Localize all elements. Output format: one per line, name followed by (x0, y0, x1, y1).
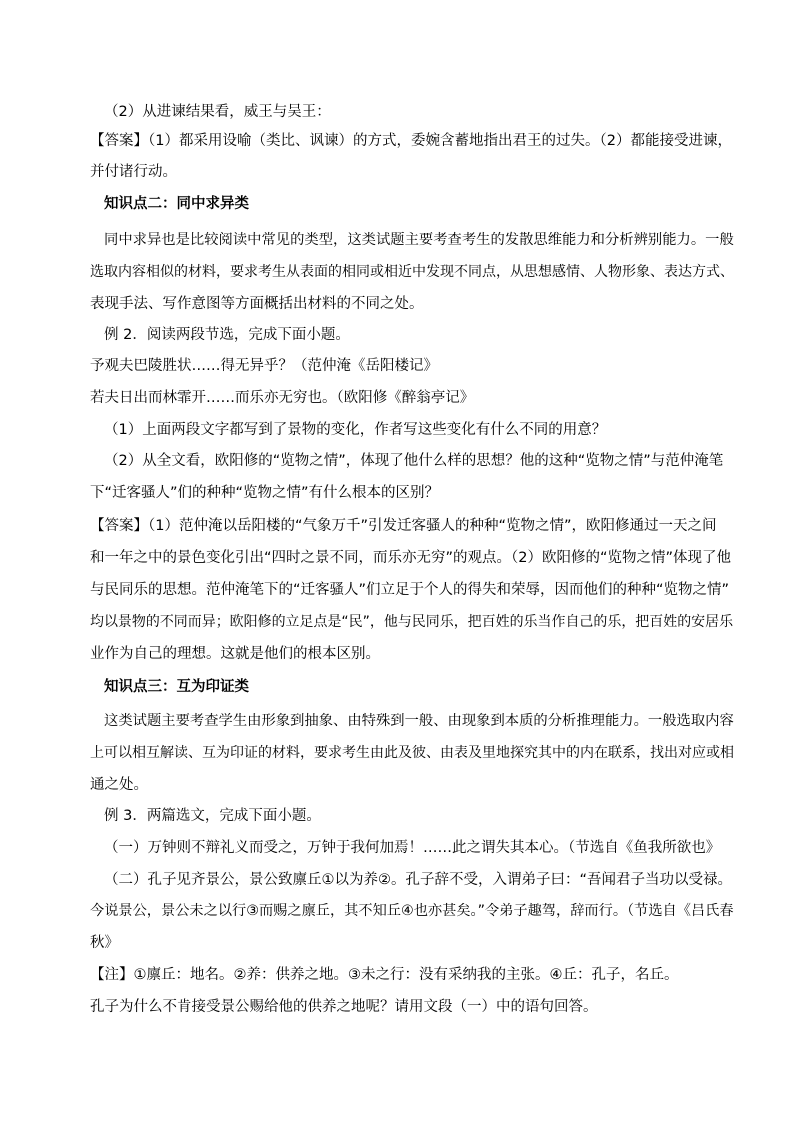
knowledge-point-3-heading (104, 677, 249, 697)
example-3: 例 3．两篇选文，完成下面小题。 (104, 808, 321, 824)
kp3-desc-line-2: 上可以相互解读、互为印证的材料，要求考生由此及彼、由表及里地探究其中的内在联系，找出对应或相 (90, 745, 734, 761)
kp2-desc-line-3: 表现手法、写作意图等方面概括出材料的不同之处。 (90, 296, 424, 312)
answer-1-line-1: 【答案】（1）都采用设喻（类比、讽谏）的方式，委婉含蓄地指出君王的过失。（2）都能接受进谏， (90, 133, 732, 149)
kp2-desc-line-1: 同中求异也是比较阅读中常见的类型，这类试题主要考查考生的发散思维能力和分析辨别能力。一般 (104, 232, 734, 248)
answer-2-line-5: 业作为自己的理想。这就是他们的根本区别。 (90, 646, 380, 662)
answer-2-line-3: 与民同乐的思想。范仲淹笔下的“迁客骚人”们立足于个人的得失和荣辱，因而他们的种种“览物之情” (90, 582, 730, 598)
quote-2: 若夫日出而林霏开……而乐亦无穷也。（欧阳修《醉翁亭记》 (90, 390, 475, 406)
answer-2-line-2: 和一年之中的景色变化引出“四时之景不同，而乐亦无穷”的观点。（2）欧阳修的“览物之情”体现了他 (90, 550, 732, 566)
answer-2-line-4: 均以景物的不同而异；欧阳修的立足点是“民”，他与民同乐，把百姓的乐当作自己的乐，把百姓的安居乐 (90, 614, 734, 630)
question-2: （2）从进谏结果看，威王与吴王： (104, 104, 331, 120)
text-2-line-2: 今说景公，景公未之以行③而赐之廪丘，其不知丘④也亦甚矣。”令弟子趣驾，辞而行。（节选自《吕氏春 (90, 903, 734, 919)
text-1: （一）万钟则不辩礼义而受之，万钟于我何加焉！……此之谓失其本心。（节选自《鱼我所欲也》 (104, 840, 721, 856)
example-2: 例 2．阅读两段节选，完成下面小题。 (104, 327, 350, 343)
quote-1: 予观夫巴陵胜状……得无异乎？（范仲淹《岳阳楼记》 (90, 358, 438, 374)
kp3-prefix: 知识点三： (104, 679, 177, 695)
kp2-desc-line-2: 选取内容相似的材料，要求考生从表面的相同或相近中发现不同点，从思想感情、人物形象、表达方式、 (90, 264, 734, 280)
example-2-question-2-line-1: （2）从全文看，欧阳修的“览物之情”，体现了他什么样的思想？他的这种“览物之情”与范仲淹笔 (104, 453, 724, 469)
kp2-title: 同中求异类 (176, 196, 249, 212)
text-2-line-3: 秋》 (90, 935, 119, 951)
note: 【注】①廪丘：地名。②养：供养之地。③未之行：没有采纳我的主张。④丘：孔子，名丘。 (90, 967, 679, 983)
text-2-line-1: （二）孔子见齐景公，景公致廪丘①以为养②。孔子辞不受，入谓弟子曰：“吾闻君子当功以受禄。 (104, 872, 733, 888)
example-2-question-1: （1）上面两段文字都写到了景物的变化，作者写这些变化有什么不同的用意？ (104, 422, 607, 438)
kp3-title: 互为印证类 (176, 679, 249, 695)
example-2-question-2-line-2: 下“迁客骚人”们的种种“览物之情”有什么根本的区别？ (90, 485, 440, 501)
kp3-desc-line-3: 通之处。 (90, 777, 148, 793)
kp2-prefix: 知识点二： (104, 196, 177, 212)
final-question: 孔子为什么不肯接受景公赐给他的供养之地呢？请用文段（一）中的语句回答。 (90, 999, 598, 1015)
kp3-desc-line-1: 这类试题主要考查学生由形象到抽象、由特殊到一般、由现象到本质的分析推理能力。一般选取内容 (104, 713, 734, 729)
knowledge-point-2-heading (104, 194, 249, 214)
answer-1-line-2: 并付诸行动。 (90, 164, 177, 180)
answer-2-line-1: 【答案】（1）范仲淹以岳阳楼的“气象万千”引发迁客骚人的种种“览物之情”，欧阳修通过一天之间 (90, 518, 717, 534)
